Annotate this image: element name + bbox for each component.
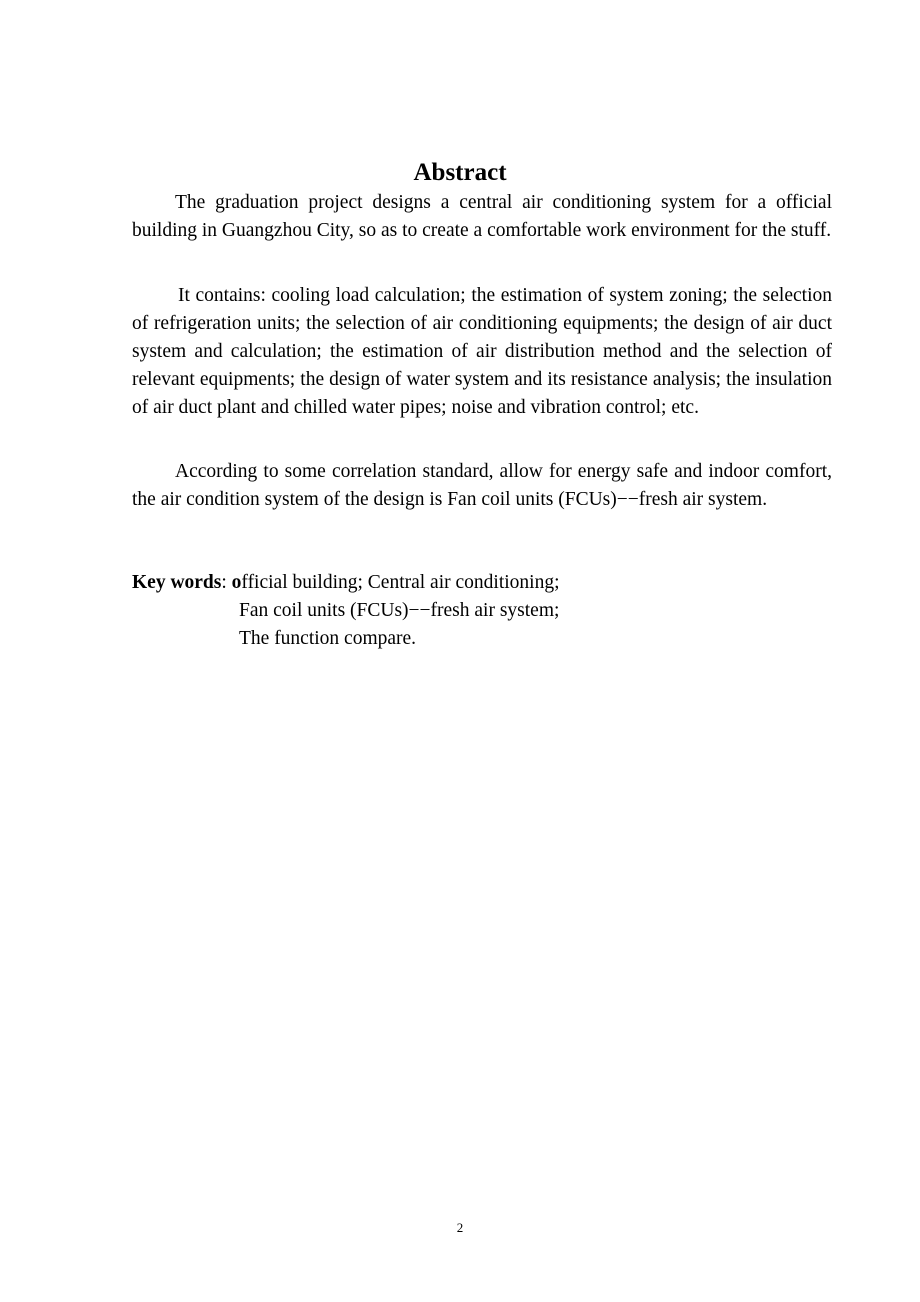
abstract-title: Abstract bbox=[413, 159, 507, 186]
abstract-paragraph-2: It contains: cooling load calculation; the estimation of system zoning; the selection of refrigeration units; the selection of air conditioning equipments; the design of air duct system and calculation; the estimation of air distribution method and the selection of relevant equipments; the design of water system and its resistance analysis; the insulation of air duct plant and chilled water pipes; noise and vibration control; etc. bbox=[132, 285, 832, 418]
keywords-initial: o bbox=[231, 572, 242, 593]
keywords-separator: : bbox=[221, 572, 232, 593]
abstract-paragraph-1: The graduation project designs a central air conditioning system for a official building in Guangzhou City, so as to create a comfortable work environment for the stuff. bbox=[132, 192, 832, 241]
keywords-first-line-text: fficial building; Central air conditioning; bbox=[241, 572, 560, 593]
abstract-paragraph-3: According to some correlation standard, allow for energy safe and indoor comfort, the air condition system of the design is Fan coil units (FCUs)−−fresh air system. bbox=[132, 461, 832, 510]
keywords-line-1 bbox=[132, 569, 560, 597]
keywords-label: Key words bbox=[132, 572, 222, 593]
keywords-line-2: Fan coil units (FCUs)−−fresh air system; bbox=[239, 600, 560, 621]
page-number: 2 bbox=[456, 1220, 464, 1235]
keywords-line-3: The function compare. bbox=[239, 628, 417, 649]
